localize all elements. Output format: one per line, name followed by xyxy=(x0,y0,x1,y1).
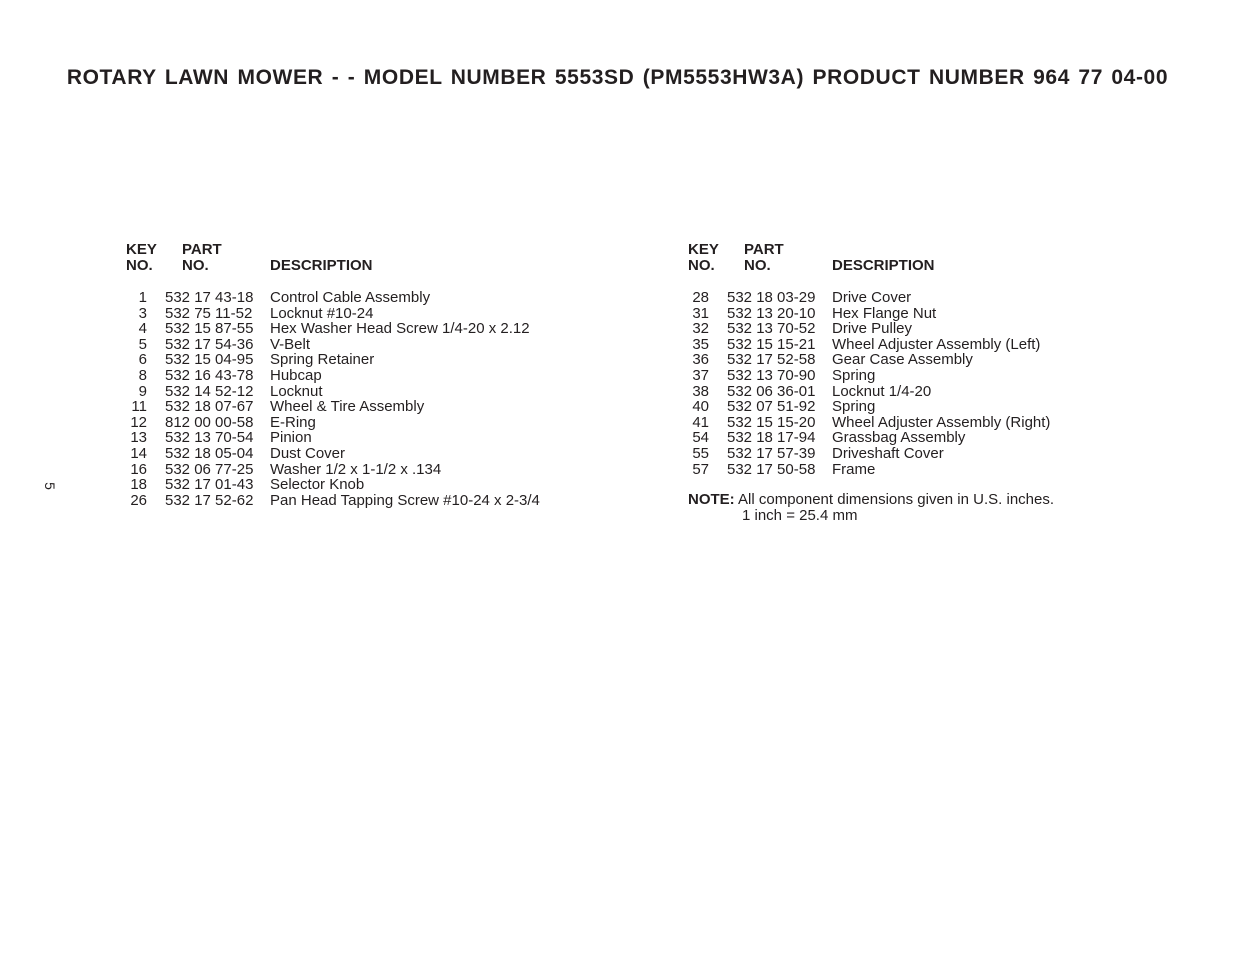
part-description: Wheel Adjuster Assembly (Left) xyxy=(832,335,1041,353)
key-no: 55 xyxy=(692,444,709,462)
key-no: 4 xyxy=(138,320,147,338)
parts-list-left xyxy=(126,242,586,508)
part-description: Locknut 1/4-20 xyxy=(832,382,932,400)
part-description: Gear Case Assembly xyxy=(832,351,973,369)
part-description: Hubcap xyxy=(270,366,322,384)
key-no: 11 xyxy=(131,398,147,416)
part-no: 812 00 00-58 xyxy=(165,413,254,431)
table-row xyxy=(688,290,1108,306)
part-no: 532 18 05-04 xyxy=(165,444,254,462)
key-no: 14 xyxy=(130,444,147,462)
part-description: Pinion xyxy=(270,429,312,447)
part-description: Drive Cover xyxy=(832,289,912,306)
part-no: 532 13 20-10 xyxy=(727,304,816,322)
table-row xyxy=(126,493,586,509)
part-description: Driveshaft Cover xyxy=(832,444,944,462)
description-header: DESCRIPTION xyxy=(270,257,373,274)
part-no: 532 15 15-20 xyxy=(727,413,816,431)
part-no: 532 18 07-67 xyxy=(165,398,254,416)
part-description: Locknut #10-24 xyxy=(270,304,374,322)
key-no-header: KEY NO. xyxy=(126,241,157,274)
key-no: 12 xyxy=(130,413,147,431)
part-no: 532 17 52-62 xyxy=(165,491,254,509)
column-headers xyxy=(126,242,586,290)
part-description: Wheel Adjuster Assembly (Right) xyxy=(832,413,1051,431)
part-no-header: PART NO. xyxy=(182,241,222,274)
part-description: Wheel & Tire Assembly xyxy=(270,398,425,416)
part-no: 532 75 11-52 xyxy=(165,304,253,322)
part-description: Pan Head Tapping Screw #10-24 x 2-3/4 xyxy=(270,491,540,509)
key-no: 13 xyxy=(130,429,147,447)
part-no: 532 13 70-90 xyxy=(727,366,816,384)
key-no: 38 xyxy=(692,382,709,400)
part-no: 532 15 87-55 xyxy=(165,320,254,338)
table-row xyxy=(126,321,586,337)
table-row xyxy=(126,306,586,322)
part-no: 532 13 70-54 xyxy=(165,429,254,447)
table-row xyxy=(688,415,1108,431)
note-text: All component dimensions given in U.S. inches. xyxy=(738,491,1055,509)
part-no: 532 17 01-43 xyxy=(165,476,254,494)
table-row xyxy=(126,368,586,384)
part-no: 532 06 36-01 xyxy=(727,382,816,400)
part-description: Frame xyxy=(832,460,876,478)
part-description: Locknut xyxy=(270,382,323,400)
key-no: 3 xyxy=(138,304,147,322)
table-row xyxy=(126,415,586,431)
part-no: 532 14 52-12 xyxy=(165,382,254,400)
table-row xyxy=(126,446,586,462)
part-no: 532 17 54-36 xyxy=(165,335,254,353)
part-description: Hex Flange Nut xyxy=(832,304,937,322)
part-no: 532 17 50-58 xyxy=(727,460,816,478)
table-row xyxy=(126,430,586,446)
key-no: 57 xyxy=(692,460,709,478)
page-number: 5 xyxy=(41,482,58,490)
table-row xyxy=(126,477,586,493)
key-no: 35 xyxy=(692,335,709,353)
key-no: 1 xyxy=(138,289,147,306)
key-no: 6 xyxy=(138,351,147,369)
unit-conversion: 1 inch = 25.4 mm xyxy=(742,507,858,525)
part-no: 532 18 03-29 xyxy=(727,289,816,306)
table-row xyxy=(688,352,1108,368)
page-title: ROTARY LAWN MOWER - - MODEL NUMBER 5553SD (PM5553HW3A) PRODUCT NUMBER 964 77 04-00 xyxy=(66,66,1169,89)
part-no: 532 17 52-58 xyxy=(727,351,816,369)
table-row xyxy=(688,368,1108,384)
parts-rows-right xyxy=(688,290,1108,477)
table-row xyxy=(126,337,586,353)
description-header: DESCRIPTION xyxy=(832,257,935,274)
key-no: 18 xyxy=(130,476,147,494)
part-no: 532 07 51-92 xyxy=(727,398,816,416)
table-row xyxy=(688,306,1108,322)
key-no: 37 xyxy=(692,366,709,384)
part-description: Spring Retainer xyxy=(270,351,375,369)
table-row xyxy=(126,462,586,478)
part-no: 532 16 43-78 xyxy=(165,366,254,384)
table-row xyxy=(126,384,586,400)
table-row xyxy=(688,321,1108,337)
key-no: 16 xyxy=(130,460,147,478)
table-row xyxy=(688,430,1108,446)
part-description: Selector Knob xyxy=(270,476,365,494)
key-no: 31 xyxy=(692,304,709,322)
part-no: 532 06 77-25 xyxy=(165,460,254,478)
key-no: 5 xyxy=(138,335,147,353)
key-no: 26 xyxy=(130,491,147,509)
parts-rows-left xyxy=(126,290,586,508)
table-row xyxy=(688,462,1108,478)
part-no: 532 13 70-52 xyxy=(727,320,816,338)
part-description: Spring xyxy=(832,398,876,416)
key-no: 32 xyxy=(692,320,709,338)
table-row xyxy=(688,399,1108,415)
part-no: 532 17 43-18 xyxy=(165,289,254,306)
table-row xyxy=(126,290,586,306)
note-label: NOTE: xyxy=(688,491,735,509)
part-description: Hex Washer Head Screw 1/4-20 x 2.12 xyxy=(270,320,530,338)
key-no: 9 xyxy=(138,382,147,400)
part-description: Grassbag Assembly xyxy=(832,429,966,447)
part-description: Control Cable Assembly xyxy=(270,289,431,306)
part-description: Spring xyxy=(832,366,876,384)
part-no: 532 18 17-94 xyxy=(727,429,816,447)
key-no: 36 xyxy=(692,351,709,369)
parts-list-right xyxy=(688,242,1108,524)
part-description: Washer 1/2 x 1-1/2 x .134 xyxy=(270,460,442,478)
part-no: 532 15 04-95 xyxy=(165,351,254,369)
part-description: E-Ring xyxy=(270,413,316,431)
key-no: 41 xyxy=(692,413,709,431)
table-row xyxy=(126,399,586,415)
key-no: 28 xyxy=(692,289,709,306)
key-no: 40 xyxy=(692,398,709,416)
table-row xyxy=(688,446,1108,462)
part-description: Dust Cover xyxy=(270,444,346,462)
table-row xyxy=(688,337,1108,353)
column-headers xyxy=(688,242,1108,290)
part-no: 532 15 15-21 xyxy=(727,335,816,353)
key-no-header: KEY NO. xyxy=(688,241,719,274)
key-no: 54 xyxy=(692,429,709,447)
key-no: 8 xyxy=(138,366,147,384)
table-row xyxy=(126,352,586,368)
part-no-header: PART NO. xyxy=(744,241,784,274)
dimensions-note xyxy=(688,492,1108,524)
part-no: 532 17 57-39 xyxy=(727,444,816,462)
part-description: V-Belt xyxy=(270,335,311,353)
part-description: Drive Pulley xyxy=(832,320,913,338)
table-row xyxy=(688,384,1108,400)
